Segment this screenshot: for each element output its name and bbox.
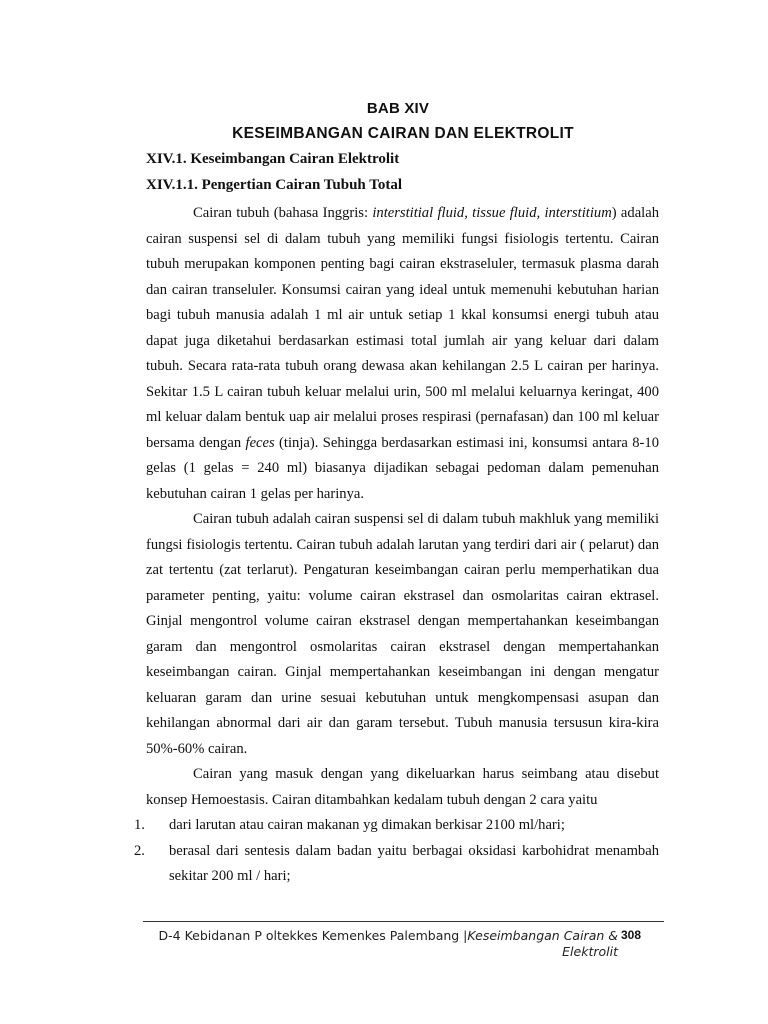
list-item — [134, 839, 659, 890]
list-item-number: 2. — [134, 842, 145, 859]
section-heading-1-1: XIV.1.1. Pengertian Cairan Tubuh Total — [146, 177, 403, 193]
footer-chapter-title: Keseimbangan Cairan & Elektrolit — [467, 928, 618, 959]
chapter-title: KESEIMBANGAN CAIRAN DAN ELEKTROLIT — [232, 125, 574, 142]
numbered-list — [134, 813, 659, 890]
footer-institution: D-4 Kebidanan P oltekkes Kemenkes Palembang | — [158, 928, 468, 943]
paragraph-1-end: (tinja). Sehingga berdasarkan estimasi ini, konsumsi antara 8-10 gelas (1 gelas = 240 ml) biasanya dijadikan sebagai pedoman dalam pemenuhan kebutuhan cairan 1 gelas per harinya. — [146, 434, 659, 502]
paragraph-1-italic-terms: interstitial fluid, tissue fluid, interstitium — [372, 205, 612, 221]
paragraph-2: Cairan tubuh adalah cairan suspensi sel di dalam tubuh makhluk yang memiliki fungsi fisiologis tertentu. Cairan tubuh adalah larutan yang terdiri dari air ( pelarut) dan zat tertentu (zat terlarut). Pengaturan keseimbangan cairan perlu memperhatikan dua parameter penting, yaitu: volume cairan ekstrasel dan osmolaritas cairan ektrasel. Ginjal mengontrol volume cairan ekstrasel dengan mempertahankan keseimbangan garam dan mengontrol osmolaritas cairan ekstrasel dengan mempertahankan keseimbangan cairan. Ginjal mempertahankan keseimbangan ini dengan mengatur keluaran garam dan urine sesuai kebutuhan untuk mengkompensasi asupan dan kehilangan abnormal dari air dan garam tersebut. Tubuh manusia tersusun kira-kira 50%-60% cairan. — [146, 511, 659, 757]
list-item — [134, 813, 659, 839]
list-item-text: dari larutan atau cairan makanan yg dimakan berkisar 2100 ml/hari; — [169, 817, 565, 833]
list-item-number: 1. — [134, 817, 145, 833]
body-text — [134, 201, 659, 890]
page-number: 308 — [621, 928, 642, 942]
page-footer — [148, 928, 618, 960]
chapter-number: BAB XIV — [366, 100, 430, 117]
paragraph-1-rest: plasma darah dan cairan transeluler. Konsumsi cairan yang ideal untuk memenuhi kebutuhan harian bagi tubuh manusia adalah 1 ml air untuk setiap 1 kkal konsumsi energi tubuh atau dapat juga diketahui berdasarkan estimasi total jumlah air yang keluar dari dalam tubuh. Secara rata-rata tubuh orang dewasa akan kehilangan 2.5 L cairan per harinya. Sekitar 1.5 L cairan tubuh keluar melalui urin, 500 ml melalui keluarnya keringat, 400 ml keluar dalam bentuk uap air melalui proses respirasi (pernafasan) dan 100 ml keluar bersama dengan — [146, 256, 659, 451]
paragraph-1-start: Cairan tubuh (bahasa Inggris: — [193, 205, 373, 221]
paragraph-1-line3: Cairan tubuh merupakan komponen penting bagi cairan ekstraseluler, termasuk — [146, 230, 659, 272]
section-heading-1: XIV.1. Keseimbangan Cairan Elektrolit — [146, 151, 400, 167]
paragraph-1-italic-feces: feces — [245, 434, 275, 451]
paragraph-1 — [146, 201, 659, 507]
list-item-text: berasal dari sentesis dalam badan yaitu berbagai oksidasi karbohidrat menambah sekitar 200 ml / hari; — [169, 842, 659, 884]
footer-divider — [143, 921, 664, 922]
paragraph-1-continuation: ) adalah cairan suspensi sel di dalam tubuh yang memiliki fungsi fisiologis tertentu. — [146, 205, 659, 247]
paragraph-3: Cairan yang masuk dengan yang dikeluarkan harus seimbang atau disebut konsep Hemoestasis. Cairan ditambahkan kedalam tubuh dengan 2 cara yaitu — [146, 766, 659, 808]
